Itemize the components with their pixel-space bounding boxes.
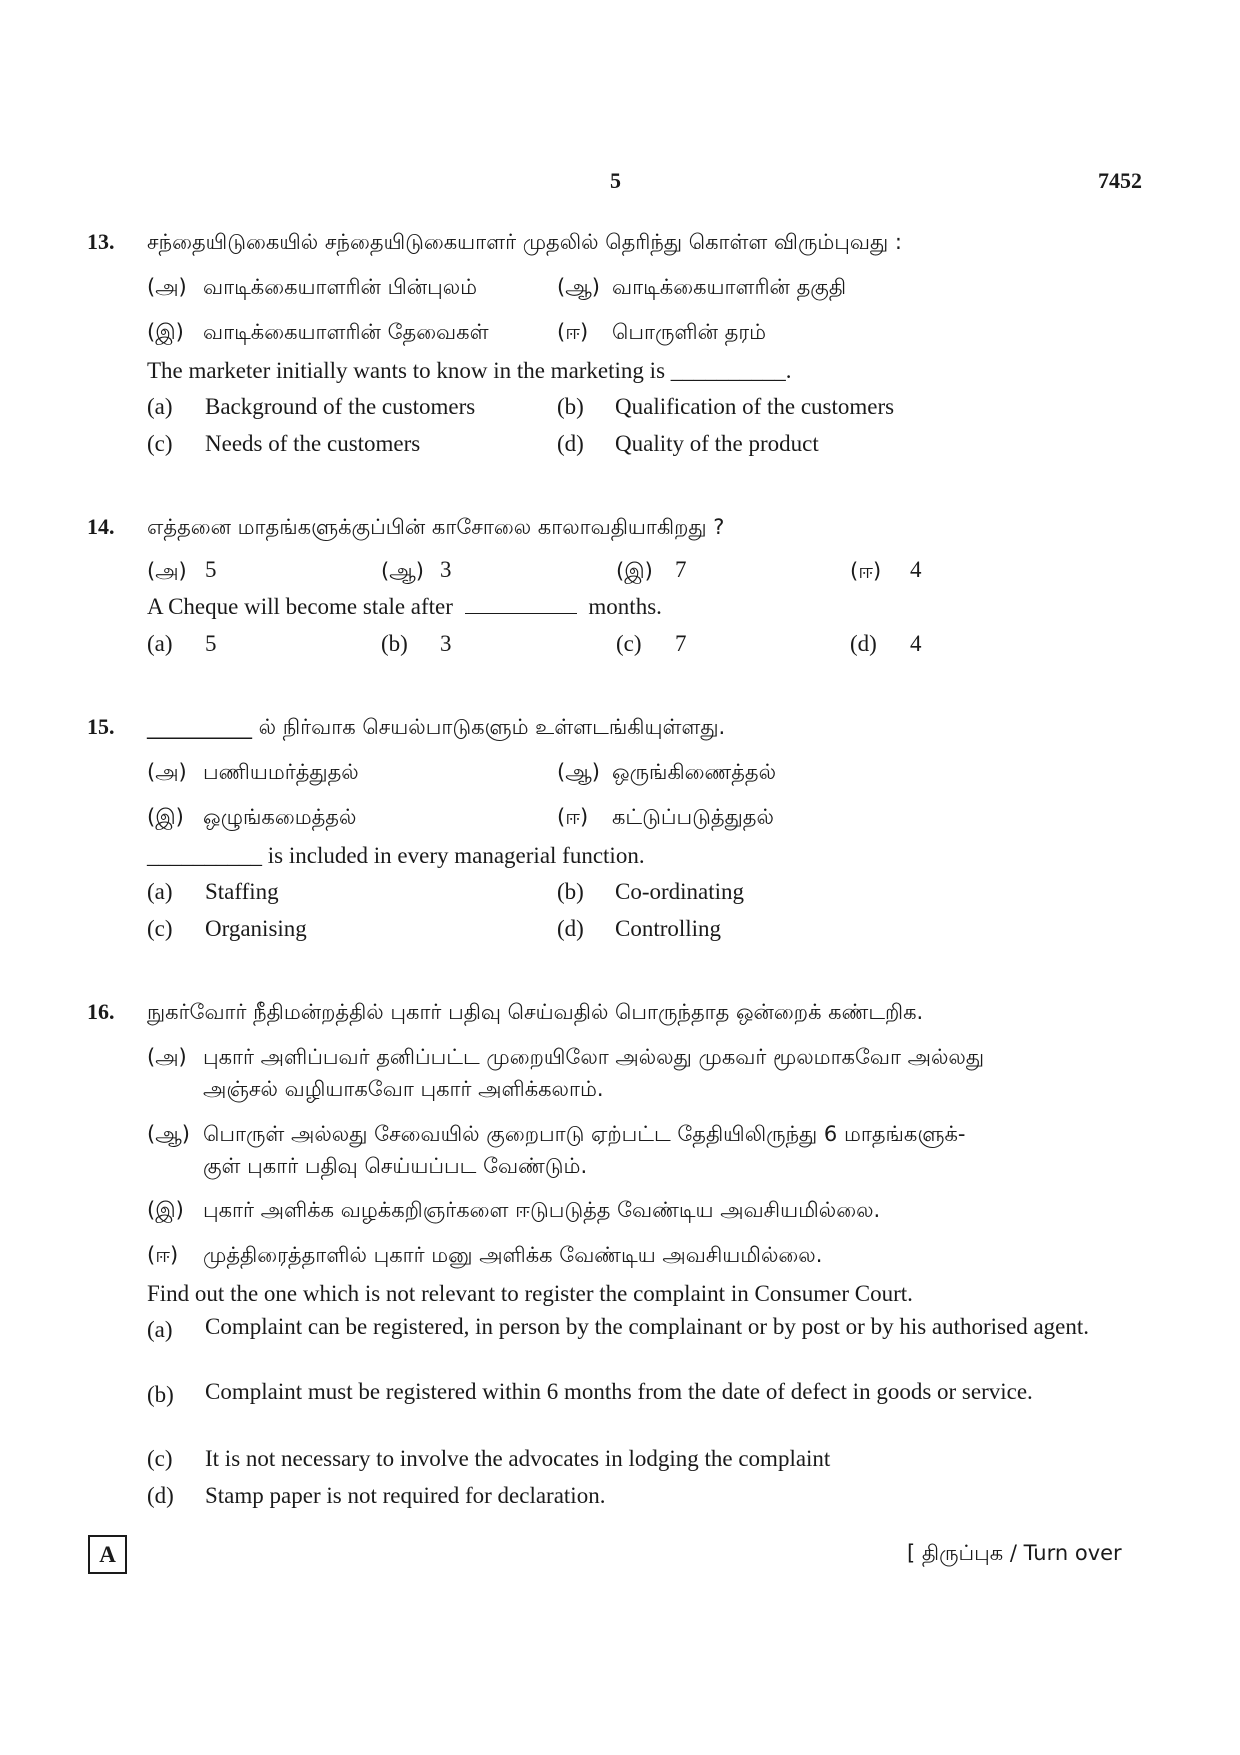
english-option-text: Background of the customers — [205, 394, 476, 419]
tamil-option-text: பணியமர்த்துதல் — [203, 760, 359, 784]
tamil-option-text: வாடிக்கையாளரின் தகுதி — [612, 275, 847, 299]
tamil-option-text: பொருளின் தரம் — [612, 320, 767, 344]
tamil-option-text: 7 — [675, 557, 687, 582]
english-option-text: Needs of the customers — [205, 431, 421, 456]
english-question: Find out the one which is not relevant to register the complaint in Consumer Court. — [147, 1281, 913, 1306]
english-option-text: Complaint must be registered within 6 months from the date of defect in goods or service. — [205, 1379, 1033, 1404]
tamil-question: சந்தையிடுகையில் சந்தையிடுகையாளர் முதலில் தெரிந்து கொள்ள விரும்புவது : — [147, 230, 902, 254]
english-option-text: Stamp paper is not required for declaration. — [205, 1483, 606, 1508]
question-number: 14. — [87, 514, 115, 539]
english-question-end: months. — [588, 594, 662, 619]
english-question-start: A Cheque will become stale after — [147, 594, 453, 619]
tamil-option-text-line1: பொருள் அல்லது சேவையில் குறைபாடு ஏற்பட்ட தேதியிலிருந்து 6 மாதங்களுக்- — [203, 1122, 966, 1146]
english-option-label: (c) — [147, 916, 173, 941]
english-option-text: Controlling — [615, 916, 722, 941]
english-option-label: (d) — [147, 1483, 174, 1508]
english-option-label: (b) — [381, 631, 408, 656]
tamil-option-label: (ஆ) — [557, 760, 600, 784]
tamil-option-label: (அ) — [147, 559, 187, 583]
english-option-label: (d) — [557, 916, 584, 941]
tamil-question: __________ ல் நிர்வாக செயல்பாடுகளும் உள்ளடங்கியுள்ளது. — [147, 715, 726, 739]
tamil-option-text: ஒருங்கிணைத்தல் — [612, 760, 777, 784]
english-option-text: Co-ordinating — [615, 879, 745, 904]
tamil-option-label: (அ) — [147, 1045, 187, 1069]
question-paper-code: 7452 — [1098, 168, 1142, 193]
tamil-option-label: (இ) — [147, 1198, 184, 1222]
tamil-option-label: (இ) — [616, 559, 653, 583]
english-option-label: (a) — [147, 394, 173, 419]
english-question: __________ is included in every managerial function. — [147, 843, 645, 868]
tamil-option-text: 5 — [205, 557, 217, 582]
english-option-label: (d) — [850, 631, 877, 656]
english-option-text: Complaint can be registered, in person by the complainant or by post or by his authorised agent. — [205, 1314, 1090, 1339]
english-option-label: (c) — [147, 1446, 173, 1471]
question-number: 13. — [87, 229, 115, 254]
answer-blank — [465, 613, 577, 614]
english-option-text: Staffing — [205, 879, 279, 904]
tamil-option-label: (ஆ) — [557, 275, 600, 299]
tamil-option-text: 3 — [440, 557, 452, 582]
english-option-label: (d) — [557, 431, 584, 456]
tamil-option-text: ஒழுங்கமைத்தல் — [203, 805, 357, 829]
english-option-label: (a) — [147, 631, 173, 656]
tamil-option-text: வாடிக்கையாளரின் தேவைகள் — [203, 320, 489, 344]
tamil-question: நுகர்வோர் நீதிமன்றத்தில் புகார் பதிவு செய்வதில் பொருந்தாத ஒன்றைக் கண்டறிக. — [147, 1000, 924, 1024]
tamil-option-text-line2: குள் புகார் பதிவு செய்யப்பட வேண்டும். — [203, 1154, 588, 1178]
tamil-option-text: முத்திரைத்தாளில் புகார் மனு அளிக்க வேண்டிய அவசியமில்லை. — [203, 1243, 823, 1267]
english-option-text: 4 — [910, 631, 922, 656]
tamil-option-text: கட்டுப்படுத்துதல் — [612, 805, 774, 829]
english-option-text: 3 — [440, 631, 452, 656]
question-number: 16. — [87, 999, 115, 1024]
english-option-text: Organising — [205, 916, 307, 941]
tamil-option-label: (ஈ) — [557, 320, 589, 344]
english-option-text: 7 — [675, 631, 687, 656]
tamil-option-label: (அ) — [147, 760, 187, 784]
tamil-option-text-line2: அஞ்சல் வழியாகவோ புகார் அளிக்கலாம். — [203, 1077, 604, 1101]
english-option-text: Quality of the product — [615, 431, 819, 456]
tamil-option-label: (இ) — [147, 320, 184, 344]
tamil-option-text: 4 — [910, 557, 922, 582]
english-option-label: (c) — [147, 431, 173, 456]
english-option-text: It is not necessary to involve the advocates in lodging the complaint — [205, 1446, 831, 1471]
english-option-label: (b) — [557, 394, 584, 419]
page-number: 5 — [610, 168, 621, 193]
tamil-question: எத்தனை மாதங்களுக்குப்பின் காசோலை காலாவதியாகிறது ? — [147, 515, 725, 539]
english-option-label: (b) — [147, 1382, 174, 1407]
tamil-option-text: புகார் அளிக்க வழக்கறிஞர்களை ஈடுபடுத்த வேண்டிய அவசியமில்லை. — [203, 1198, 881, 1222]
tamil-option-label: (ஆ) — [381, 559, 424, 583]
english-option-label: (a) — [147, 879, 173, 904]
tamil-option-label: (ஈ) — [850, 559, 882, 583]
tamil-option-label: (அ) — [147, 275, 187, 299]
version-box: A — [88, 1535, 127, 1574]
english-question — [147, 594, 662, 620]
english-option-text: 5 — [205, 631, 217, 656]
english-option-text: Qualification of the customers — [615, 394, 895, 419]
english-option-label: (c) — [616, 631, 642, 656]
question-number: 15. — [87, 714, 115, 739]
tamil-option-label: (ஈ) — [147, 1243, 179, 1267]
tamil-option-label: (ஈ) — [557, 805, 589, 829]
tamil-option-text-line1: புகார் அளிப்பவர் தனிப்பட்ட முறையிலோ அல்லது முகவர் மூலமாகவோ அல்லது — [203, 1045, 985, 1069]
english-question: The marketer initially wants to know in the marketing is __________. — [147, 358, 792, 383]
english-option-label: (b) — [557, 879, 584, 904]
tamil-option-text: வாடிக்கையாளரின் பின்புலம் — [203, 275, 478, 299]
turn-over-text: [ திருப்புக / Turn over — [907, 1541, 1122, 1565]
tamil-option-label: (ஆ) — [147, 1122, 190, 1146]
english-option-label: (a) — [147, 1317, 173, 1342]
tamil-option-label: (இ) — [147, 805, 184, 829]
